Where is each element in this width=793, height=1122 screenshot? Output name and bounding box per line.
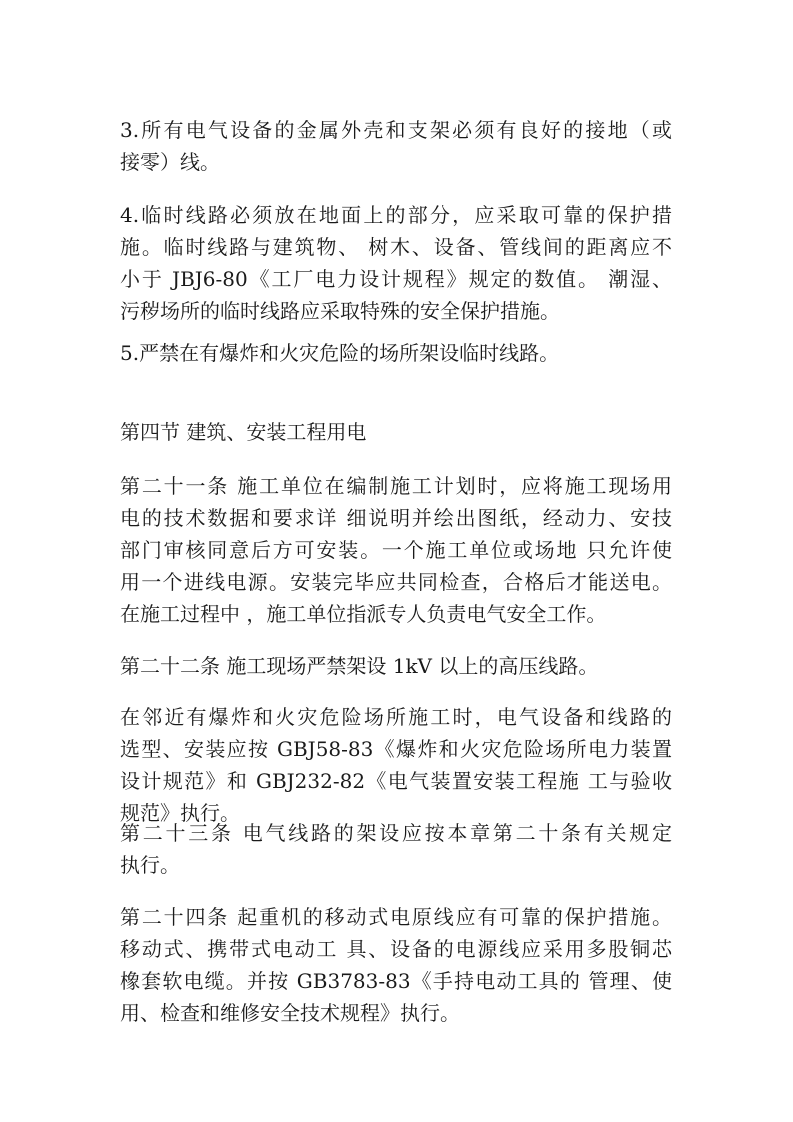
- text-line: 第二十一条 施工单位在编制施工计划时，应将施工现场用: [120, 474, 672, 498]
- text-line: 在施工过程中 ，施工单位指派专人负责电气安全工作。: [120, 602, 607, 626]
- text-line: 4.临时线路必须放在地面上的部分，应采取可靠的保护措: [120, 203, 672, 227]
- text-line: 小于 JBJ6-80《工厂电力设计规程》规定的数值。 潮湿、: [120, 267, 672, 291]
- text-line: 设计规范》和 GBJ232-82《电气装置安装工程施 工与验收: [120, 769, 672, 793]
- text-line: 污秽场所的临时线路应采取特殊的安全保护措施。: [120, 299, 560, 323]
- text-line: 第四节 建筑、安装工程用电: [120, 420, 367, 444]
- text-line: 3.所有电气设备的金属外壳和支架必须有良好的接地（或: [120, 118, 672, 142]
- text-line: 橡套软电缆。并按 GB3783-83《手持电动工具的 管理、使: [120, 969, 672, 993]
- paragraph-item-3: [120, 114, 672, 178]
- text-line: 5.严禁在有爆炸和火灾危险的场所架设临时线路。: [120, 341, 560, 365]
- text-line: 第二十四条 起重机的移动式电原线应有可靠的保护措施。: [120, 905, 672, 929]
- text-line: 用、检查和维修安全技术规程》执行。: [120, 1001, 460, 1025]
- paragraph-article-24: [120, 901, 672, 1029]
- text-line: 移动式、携带式电动工 具、设备的电源线应采用多股铜芯: [120, 937, 672, 961]
- paragraph-item-5: [120, 337, 672, 369]
- text-line: 施。临时线路与建筑物、 树木、设备、管线间的距离应不: [120, 235, 672, 259]
- text-line: 接零）线。: [120, 150, 220, 174]
- paragraph-article-21: [120, 470, 672, 630]
- text-line: 执行。: [120, 853, 180, 877]
- text-line: 第二十二条 施工现场严禁架设 1kV 以上的高压线路。: [120, 654, 599, 678]
- paragraph-article-22-cont: [120, 701, 672, 829]
- text-line: 用一个进线电源。安装完毕应共同检查，合格后才能送电。: [120, 570, 672, 594]
- section-heading: [120, 416, 672, 448]
- text-line: 选型、安装应按 GBJ58-83《爆炸和火灾危险场所电力装置: [120, 737, 672, 761]
- text-line: 第二十三条 电气线路的架设应按本章第二十条有关规定: [120, 821, 672, 845]
- paragraph-article-22: [120, 650, 672, 682]
- paragraph-article-23: [120, 817, 672, 881]
- text-line: 规范》执行。: [120, 801, 240, 825]
- paragraph-item-4: [120, 199, 672, 327]
- text-line: 部门审核同意后方可安装。一个施工单位或场地 只允许使: [120, 538, 672, 562]
- text-line: 在邻近有爆炸和火灾危险场所施工时，电气设备和线路的: [120, 705, 672, 729]
- text-line: 电的技术数据和要求详 细说明并绘出图纸，经动力、安技: [120, 506, 672, 530]
